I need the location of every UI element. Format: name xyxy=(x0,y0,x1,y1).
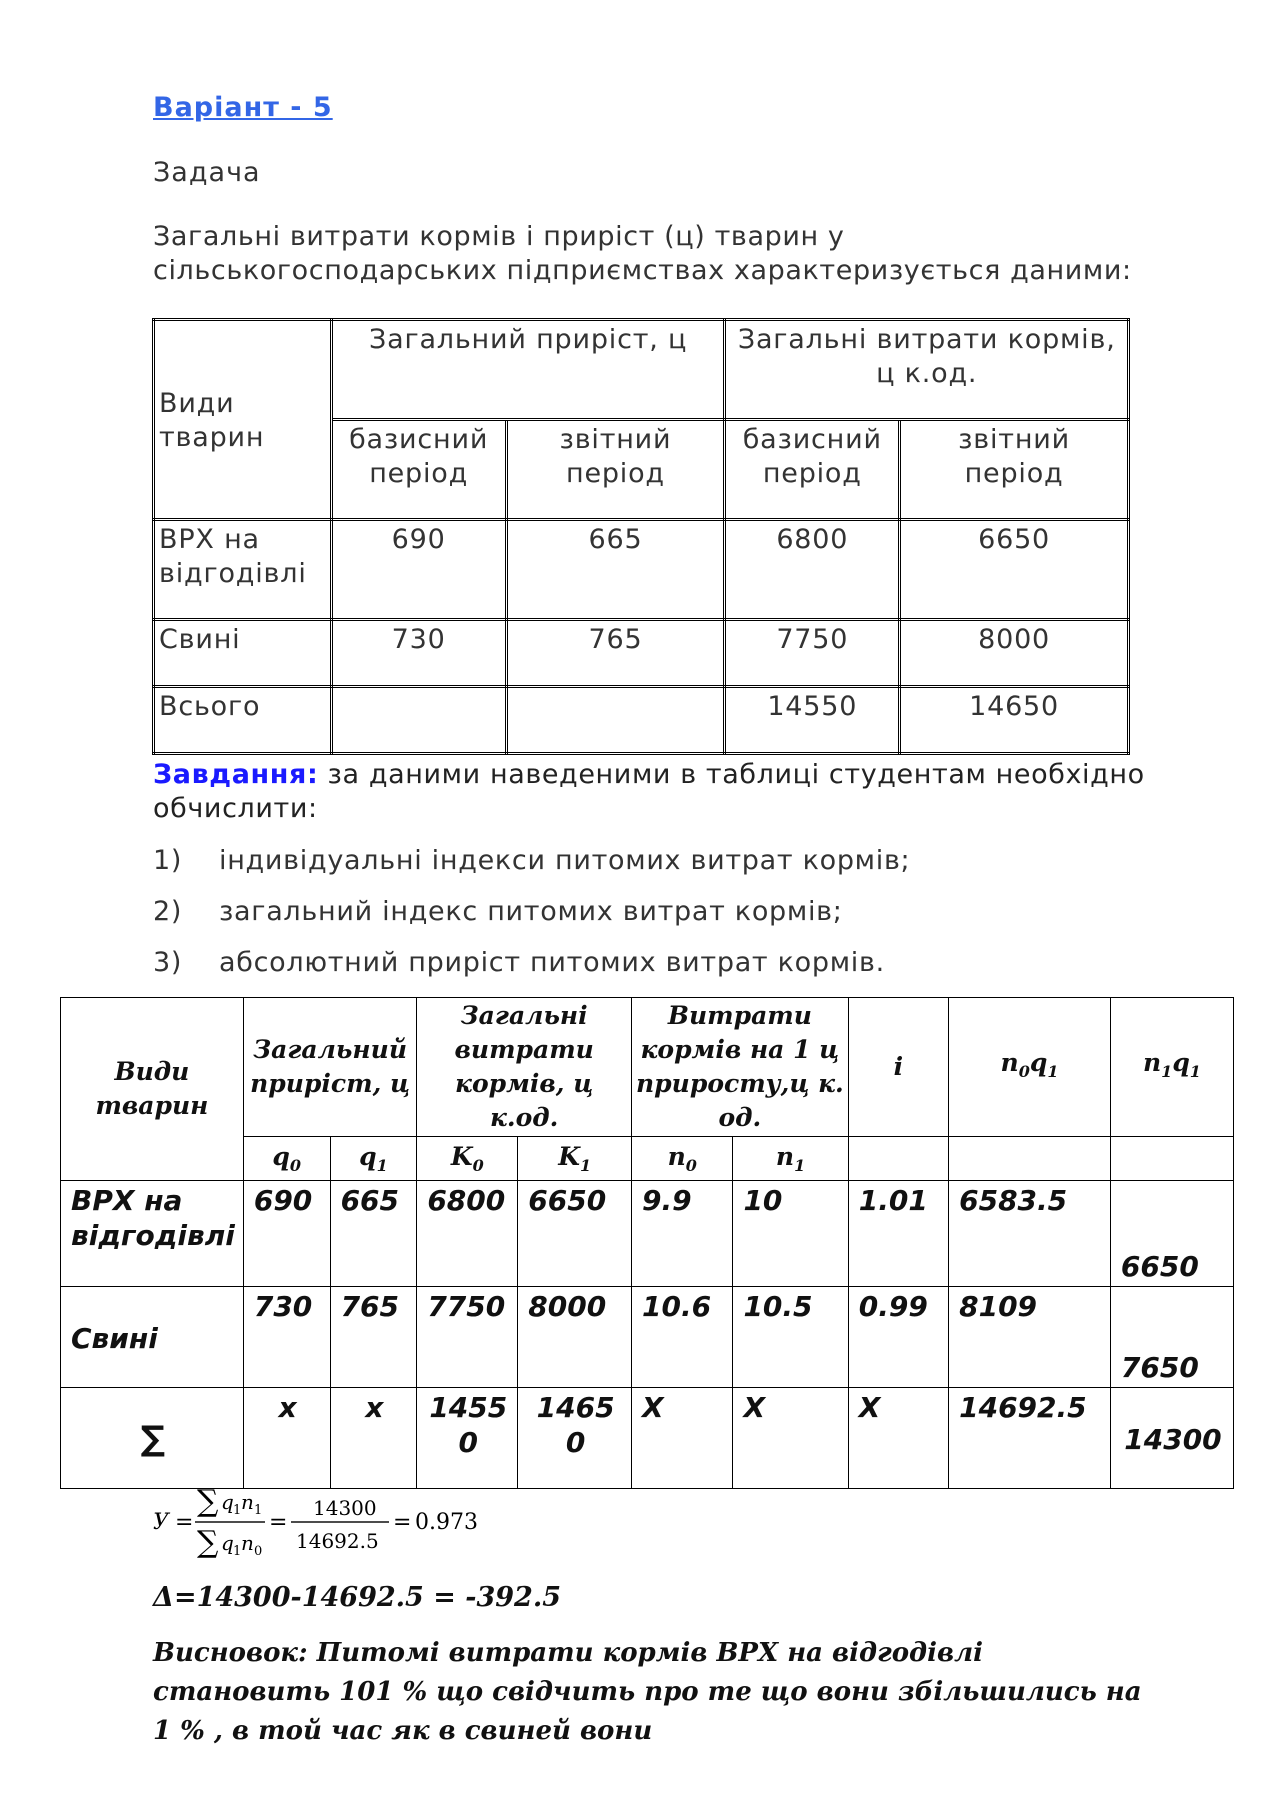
list-number: 1) xyxy=(153,845,183,876)
cell-feed-report: 8000 xyxy=(900,620,1129,687)
subheader-k0: $K_0$ xyxy=(417,1137,518,1181)
cell-q1: 765 xyxy=(330,1287,417,1388)
list-number: 3) xyxy=(153,947,183,978)
assignment-text xyxy=(153,758,1213,826)
cell-n0q1: 6583.5 xyxy=(949,1181,1111,1287)
cell-n1: Х xyxy=(733,1388,848,1489)
assignment-label: Завдання: xyxy=(153,759,319,790)
row-name: ВРХ на відгодівлі xyxy=(61,1181,244,1287)
cell-k1: 6650 xyxy=(518,1181,632,1287)
cell-n1q1: 7650 xyxy=(1110,1287,1233,1388)
subheader-n0: $n_0$ xyxy=(632,1137,733,1181)
task-label: Задача xyxy=(153,157,261,188)
cell-n1q1: 6650 xyxy=(1110,1181,1233,1287)
cell-feed-report: 6650 xyxy=(900,520,1129,620)
formula-result: 0.973 xyxy=(415,1510,478,1535)
cell-q1: 665 xyxy=(330,1181,417,1287)
formula-eq2: = xyxy=(269,1510,288,1535)
cell-gain-base: 730 xyxy=(331,620,506,687)
header-n1q1: $n_1q_1$ xyxy=(1110,998,1233,1137)
cell-gain-base: 690 xyxy=(331,520,506,620)
svg-text:q: q xyxy=(221,1531,234,1555)
sum-symbol: ∑ xyxy=(61,1388,244,1489)
list-item xyxy=(153,845,910,876)
cell-index: 1.01 xyxy=(848,1181,948,1287)
formula-eq1: = xyxy=(175,1510,194,1535)
list-item xyxy=(153,947,885,978)
header-index: i xyxy=(848,998,948,1137)
formula-sum-num: ∑ xyxy=(197,1484,219,1519)
table-row xyxy=(154,620,1129,687)
header-feed: Загальні витрати кормів, ц к.од. xyxy=(725,320,1129,420)
header-gain-base: базисний період xyxy=(331,420,506,520)
header-unit-feed: Витрати кормів на 1 ц приросту,ц к. од. xyxy=(632,998,849,1137)
cell-index: 0.99 xyxy=(848,1287,948,1388)
index-formula xyxy=(153,1484,513,1560)
cell-k0: 14550 xyxy=(417,1388,518,1489)
cell-n0: 9.9 xyxy=(632,1181,733,1287)
formula-denominator: 14692.5 xyxy=(296,1529,379,1553)
list-number: 2) xyxy=(153,896,183,927)
svg-text:1: 1 xyxy=(233,1503,242,1518)
subheader-n1: $n_1$ xyxy=(733,1137,848,1181)
formula-sum-den: ∑ xyxy=(197,1525,219,1560)
cell-gain-report: 665 xyxy=(506,520,725,620)
delta-line: Δ=14300-14692.5 = -392.5 xyxy=(153,1582,562,1613)
table-row xyxy=(61,1388,1234,1489)
cell-q1: х xyxy=(330,1388,417,1489)
formula-eq3: = xyxy=(393,1510,412,1535)
row-name: Свині xyxy=(154,620,332,687)
table-row xyxy=(154,520,1129,620)
list-text: абсолютний приріст питомих витрат кормів. xyxy=(219,947,885,978)
subheader-empty xyxy=(1110,1137,1233,1181)
cell-n0: Х xyxy=(632,1388,733,1489)
list-text: загальний індекс питомих витрат кормів; xyxy=(219,896,843,927)
subheader-empty xyxy=(848,1137,948,1181)
source-data-table xyxy=(152,318,1130,755)
formula-lhs: У xyxy=(153,1510,169,1535)
formula-numerator: 14300 xyxy=(313,1496,377,1520)
row-name: Всього xyxy=(154,687,332,754)
table-row xyxy=(61,1287,1234,1388)
cell-feed-base: 7750 xyxy=(725,620,900,687)
calculation-table xyxy=(60,997,1234,1489)
header-gain-report: звітний період xyxy=(506,420,725,520)
list-item xyxy=(153,896,843,927)
subheader-q1: $q_1$ xyxy=(330,1137,417,1181)
svg-text:0: 0 xyxy=(254,1544,263,1559)
row-name: Свині xyxy=(61,1287,244,1388)
cell-n1q1: 14300 xyxy=(1110,1388,1233,1489)
header-gain: Загальний приріст, ц xyxy=(331,320,725,420)
cell-k0: 6800 xyxy=(417,1181,518,1287)
conclusion-text: Висновок: Питомі витрати кормів ВРХ на відгодівлі становить 101 % що свідчить про те що вони збільшились на 1 % , в той час як в свиней вони xyxy=(153,1638,1142,1746)
row-name: ВРХ на відгодівлі xyxy=(154,520,332,620)
svg-text:q: q xyxy=(221,1490,234,1514)
cell-k1: 14650 xyxy=(518,1388,632,1489)
cell-k1: 8000 xyxy=(518,1287,632,1388)
cell-n1: 10 xyxy=(733,1181,848,1287)
header-kinds: Види тварин xyxy=(61,998,244,1181)
cell-feed-base: 14550 xyxy=(725,687,900,754)
subheader-q0: $q_0$ xyxy=(243,1137,330,1181)
cell-gain-report: 765 xyxy=(506,620,725,687)
svg-text:1: 1 xyxy=(233,1544,242,1559)
cell-q0: 730 xyxy=(243,1287,330,1388)
cell-q0: х xyxy=(243,1388,330,1489)
cell-n0q1: 14692.5 xyxy=(949,1388,1111,1489)
cell-gain-base xyxy=(331,687,506,754)
cell-index: Х xyxy=(848,1388,948,1489)
header-gain: Загальний приріст, ц xyxy=(243,998,416,1137)
header-feed-base: базисний період xyxy=(725,420,900,520)
header-feed: Загальні витрати кормів, ц к.од. xyxy=(417,998,632,1137)
cell-gain-report xyxy=(506,687,725,754)
svg-text:n: n xyxy=(241,1490,254,1514)
subheader-empty xyxy=(949,1137,1111,1181)
header-kinds: Види тварин xyxy=(154,320,332,520)
cell-q0: 690 xyxy=(243,1181,330,1287)
header-feed-report: звітний період xyxy=(900,420,1129,520)
cell-n0q1: 8109 xyxy=(949,1287,1111,1388)
list-text: індивідуальні індекси питомих витрат кормів; xyxy=(219,845,911,876)
cell-feed-report: 14650 xyxy=(900,687,1129,754)
cell-feed-base: 6800 xyxy=(725,520,900,620)
table-row xyxy=(154,687,1129,754)
table-row xyxy=(61,1181,1234,1287)
svg-text:1: 1 xyxy=(254,1503,263,1518)
intro-text: Загальні витрати кормів і приріст (ц) тварин у сільськогосподарських підприємствах характеризується даними: xyxy=(153,221,1132,286)
cell-n1: 10.5 xyxy=(733,1287,848,1388)
subheader-k1: $K_1$ xyxy=(518,1137,632,1181)
variant-title[interactable]: Варіант - 5 xyxy=(153,92,333,123)
cell-k0: 7750 xyxy=(417,1287,518,1388)
assignment-body: за даними наведеними в таблиці студентам необхідно обчислити: xyxy=(153,759,1145,824)
svg-text:n: n xyxy=(241,1531,254,1555)
cell-n0: 10.6 xyxy=(632,1287,733,1388)
header-n0q1: $n_0q_1$ xyxy=(949,998,1111,1137)
